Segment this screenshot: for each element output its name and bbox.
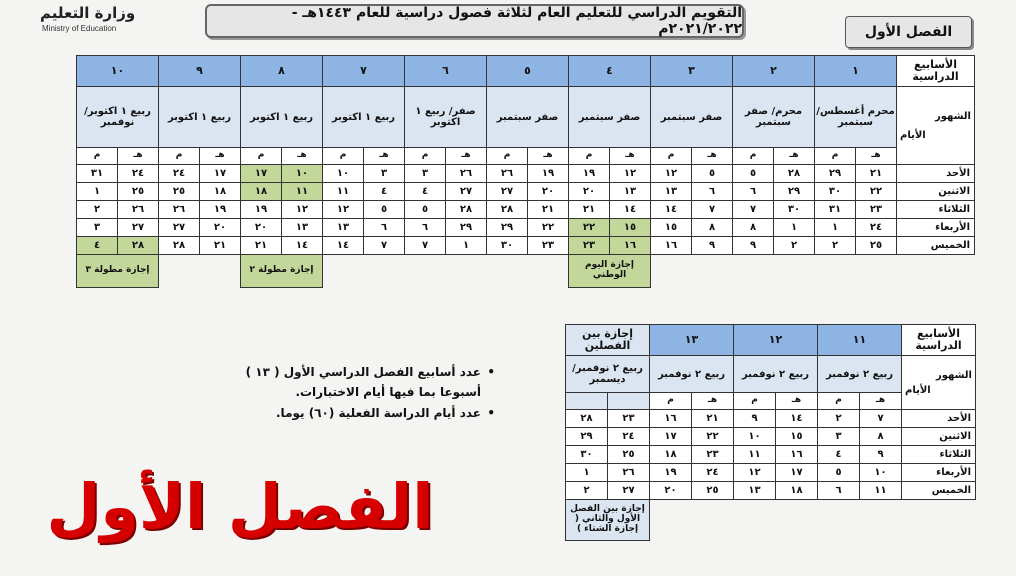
- week-number: ٦: [405, 56, 487, 87]
- greg-date: ٢٧: [487, 183, 528, 201]
- months-days-header: [902, 356, 976, 410]
- greg-date: ١٩: [569, 165, 610, 183]
- hijri-date: ١٠: [282, 165, 323, 183]
- greg-date: ٣٠: [815, 183, 856, 201]
- greg-header: م: [77, 148, 118, 165]
- greg-date: ٢٢: [569, 219, 610, 237]
- days-label: الأيام: [905, 384, 931, 396]
- hijri-header: هـ: [692, 148, 733, 165]
- hijri-header: هـ: [856, 148, 897, 165]
- greg-header: م: [733, 148, 774, 165]
- greg-date: ٣٠: [487, 237, 528, 255]
- day-name: الأحد: [897, 165, 975, 183]
- hijri-date: ٧: [364, 237, 405, 255]
- week-number: ٧: [323, 56, 405, 87]
- greg-header: م: [650, 393, 692, 410]
- hijri-date: ١١: [282, 183, 323, 201]
- greg-date: ٢٠: [650, 482, 692, 500]
- greg-date: ٣: [818, 428, 860, 446]
- greg-date: ٣١: [815, 201, 856, 219]
- hijri-date: ١٤: [282, 237, 323, 255]
- greg-date: ٢: [818, 410, 860, 428]
- hijri-date: ٧: [692, 201, 733, 219]
- holiday-long-weekend-2: إجازة مطولة ٢: [241, 255, 323, 288]
- greg-date: ٤: [77, 237, 118, 255]
- hijri-header: هـ: [860, 393, 902, 410]
- hijri-date: ٢٦: [608, 464, 650, 482]
- spacer: [815, 255, 897, 288]
- hijri-date: ١٤: [610, 201, 651, 219]
- greg-date: ٢: [815, 237, 856, 255]
- hijri-header: هـ: [610, 148, 651, 165]
- greg-date: ١٣: [651, 183, 692, 201]
- greg-date: ٢٩: [487, 219, 528, 237]
- hijri-date: ١: [774, 219, 815, 237]
- hijri-date: ٢٣: [692, 446, 734, 464]
- greg-date: ٢٨: [487, 201, 528, 219]
- hijri-date: ٢٧: [608, 482, 650, 500]
- hijri-date: ٢١: [692, 410, 734, 428]
- greg-header: م: [734, 393, 776, 410]
- greg-date: ٩: [734, 410, 776, 428]
- month-label: ربيع ١ اكتوبر: [159, 87, 241, 148]
- greg-header: م: [487, 148, 528, 165]
- greg-date: ٢٣: [569, 237, 610, 255]
- spacer: [487, 255, 569, 288]
- greg-date: ١٣: [734, 482, 776, 500]
- greg-date: ٣٠: [566, 446, 608, 464]
- greg-date: ١: [77, 183, 118, 201]
- greg-date: ٢٨: [566, 410, 608, 428]
- hijri-header: هـ: [692, 393, 734, 410]
- hijri-header: هـ: [776, 393, 818, 410]
- month-label: صفر سبتمبر: [487, 87, 569, 148]
- hijri-header: هـ: [364, 148, 405, 165]
- hijri-date: ٢١: [528, 201, 569, 219]
- week-number: ١٣: [650, 325, 734, 356]
- hijri-header: هـ: [200, 148, 241, 165]
- hijri-header: هـ: [528, 148, 569, 165]
- spacer: [733, 255, 815, 288]
- greg-date: ١٧: [650, 428, 692, 446]
- greg-date: ١٨: [650, 446, 692, 464]
- hijri-date: ١٨: [200, 183, 241, 201]
- hijri-date: ٢٤: [856, 219, 897, 237]
- month-label: ربيع ١ اكتوبر/ نوفمبر: [77, 87, 159, 148]
- hijri-date: ٩: [692, 237, 733, 255]
- greg-date: ١٩: [241, 201, 282, 219]
- week-number: ٢: [733, 56, 815, 87]
- greg-header: م: [815, 148, 856, 165]
- greg-date: ٢٦: [487, 165, 528, 183]
- hijri-date: ١٨: [776, 482, 818, 500]
- hijri-date: ١: [446, 237, 487, 255]
- greg-date: ٢٩: [566, 428, 608, 446]
- hijri-date: ٣٠: [774, 201, 815, 219]
- day-name: الأربعاء: [897, 219, 975, 237]
- hijri-date: ١٩: [528, 165, 569, 183]
- greg-date: ١٨: [241, 183, 282, 201]
- hijri-date: ٥: [692, 165, 733, 183]
- greg-date: ١٤: [323, 237, 364, 255]
- greg-date: ٣: [405, 165, 446, 183]
- spacer: [566, 393, 608, 410]
- hijri-date: ٢٥: [692, 482, 734, 500]
- week-number: ٨: [241, 56, 323, 87]
- month-label: ربيع ٢ نوفمبر: [734, 356, 818, 393]
- weeks-label: الأسابيع الدراسية: [897, 56, 975, 87]
- greg-date: ١١: [734, 446, 776, 464]
- hijri-date: ١٩: [200, 201, 241, 219]
- hijri-date: ٢٤: [608, 428, 650, 446]
- hijri-header: هـ: [118, 148, 159, 165]
- greg-date: ٥: [405, 201, 446, 219]
- greg-date: ٣١: [77, 165, 118, 183]
- greg-header: م: [405, 148, 446, 165]
- hijri-date: ٢٣: [856, 201, 897, 219]
- hijri-header: هـ: [774, 148, 815, 165]
- spacer: [897, 255, 975, 288]
- hijri-date: ١٢: [282, 201, 323, 219]
- month-label: ربيع ٢ نوفمبر: [818, 356, 902, 393]
- greg-header: م: [159, 148, 200, 165]
- greg-header: م: [569, 148, 610, 165]
- greg-date: ١٤: [651, 201, 692, 219]
- greg-date: ٣: [77, 219, 118, 237]
- greg-date: ٩: [733, 237, 774, 255]
- month-label: صفر/ ربيع ١ اكتوبر: [405, 87, 487, 148]
- greg-date: ٢٥: [159, 183, 200, 201]
- hijri-header: هـ: [446, 148, 487, 165]
- greg-date: ٢٨: [159, 237, 200, 255]
- greg-date: ١٥: [651, 219, 692, 237]
- hijri-date: ١٣: [282, 219, 323, 237]
- greg-date: ٥: [818, 464, 860, 482]
- spacer: [159, 255, 241, 288]
- greg-date: ١٣: [323, 219, 364, 237]
- week-number: ٥: [487, 56, 569, 87]
- weeks-label: الأسابيع الدراسية: [902, 325, 976, 356]
- greg-date: ٦: [818, 482, 860, 500]
- hijri-date: ٣: [364, 165, 405, 183]
- greg-date: ١: [566, 464, 608, 482]
- spacer: [323, 255, 405, 288]
- hijri-date: ٨: [692, 219, 733, 237]
- greg-date: ٢٦: [159, 201, 200, 219]
- hijri-date: ٧: [860, 410, 902, 428]
- greg-date: ٢: [566, 482, 608, 500]
- month-label: محرم أغسطس/ سبتمبر: [815, 87, 897, 148]
- hijri-date: ٢٥: [608, 446, 650, 464]
- day-name: الاثنين: [897, 183, 975, 201]
- hijri-date: ١٦: [776, 446, 818, 464]
- greg-header: م: [651, 148, 692, 165]
- greg-date: ٦: [733, 183, 774, 201]
- months-days-header: [897, 87, 975, 165]
- hijri-date: ٥: [364, 201, 405, 219]
- hijri-date: ١١: [860, 482, 902, 500]
- greg-date: ٧: [733, 201, 774, 219]
- greg-date: ٢٤: [159, 165, 200, 183]
- greg-date: ٦: [405, 219, 446, 237]
- calendar-table-weeks-1-10: [76, 55, 975, 288]
- page-title: التقويم الدراسي للتعليم العام لثلاثة فصول دراسية للعام ١٤٤٣هـ - ٢٠٢١/٢٠٢٢م: [205, 4, 744, 38]
- holiday-national-day: إجازة اليوم الوطني: [569, 255, 651, 288]
- hijri-date: ١٧: [776, 464, 818, 482]
- ministry-logo: [40, 4, 150, 38]
- day-name: الأربعاء: [902, 464, 976, 482]
- month-label: ربيع ١ اكتوبر: [323, 87, 405, 148]
- hijri-date: ٢٨: [118, 237, 159, 255]
- note-weeks-count: • عدد أسابيع الفصل الدراسي الأول ( ١٣ ) أسبوعا بما فيها أيام الاختبارات.: [235, 362, 495, 403]
- greg-date: ١٢: [734, 464, 776, 482]
- greg-date: ٤: [405, 183, 446, 201]
- greg-date: ٢١: [569, 201, 610, 219]
- hijri-date: ٦: [364, 219, 405, 237]
- greg-header: م: [241, 148, 282, 165]
- hijri-date: ١٥: [610, 219, 651, 237]
- hijri-date: ٢٧: [446, 183, 487, 201]
- hijri-date: ٢٢: [856, 183, 897, 201]
- hijri-header: هـ: [282, 148, 323, 165]
- hijri-date: ٢٥: [856, 237, 897, 255]
- greg-date: ١٢: [323, 201, 364, 219]
- months-label: الشهور: [935, 110, 971, 122]
- hijri-date: ١٦: [610, 237, 651, 255]
- hijri-date: ١٣: [610, 183, 651, 201]
- hijri-date: ٢٧: [118, 219, 159, 237]
- hijri-date: ٢٦: [118, 201, 159, 219]
- week-number: ٤: [569, 56, 651, 87]
- greg-date: ٤: [818, 446, 860, 464]
- hijri-date: ١٠: [860, 464, 902, 482]
- hijri-date: ٢: [774, 237, 815, 255]
- hijri-date: ٢١: [856, 165, 897, 183]
- hijri-date: ٢٠: [528, 183, 569, 201]
- hijri-date: ٢٨: [446, 201, 487, 219]
- month-label: صفر سبتمبر: [651, 87, 733, 148]
- greg-date: ٨: [733, 219, 774, 237]
- week-number: ١١: [818, 325, 902, 356]
- hijri-date: ٢١: [200, 237, 241, 255]
- greg-date: ٢٧: [159, 219, 200, 237]
- week-number: ١٠: [77, 56, 159, 87]
- month-label: صفر سبتمبر: [569, 87, 651, 148]
- greg-header: م: [323, 148, 364, 165]
- hijri-date: ٢٢: [528, 219, 569, 237]
- greg-date: ١٠: [734, 428, 776, 446]
- semester-tag: الفصل الأول: [845, 16, 972, 48]
- greg-date: ٢٠: [241, 219, 282, 237]
- hijri-date: ٢٢: [692, 428, 734, 446]
- hijri-date: ٦: [692, 183, 733, 201]
- spacer: [608, 393, 650, 410]
- between-semesters-label: إجازة بين الفصلين: [566, 325, 650, 356]
- month-label: ربيع ٢ نوفمبر/ ديسمبر: [566, 356, 650, 393]
- hijri-date: ٢٠: [200, 219, 241, 237]
- spacer: [650, 500, 902, 541]
- hijri-date: ٤: [364, 183, 405, 201]
- days-label: الأيام: [900, 129, 926, 141]
- greg-date: ١٢: [651, 165, 692, 183]
- holiday-long-weekend-3: إجازة مطولة ٣: [77, 255, 159, 288]
- calendar-table-weeks-11-13: [565, 324, 976, 541]
- months-label: الشهور: [936, 369, 972, 381]
- month-label: محرم/ صفر سبتمبر: [733, 87, 815, 148]
- greg-date: ١٦: [651, 237, 692, 255]
- month-label: ربيع ١ اكتوبر: [241, 87, 323, 148]
- hijri-date: ٩: [860, 446, 902, 464]
- greg-date: ٢: [77, 201, 118, 219]
- hijri-date: ٢٤: [118, 165, 159, 183]
- greg-date: ١٠: [323, 165, 364, 183]
- greg-date: ١: [815, 219, 856, 237]
- greg-date: ١٩: [650, 464, 692, 482]
- greg-header: م: [818, 393, 860, 410]
- hijri-date: ٢٩: [446, 219, 487, 237]
- greg-date: ٢١: [241, 237, 282, 255]
- note-days-count: • عدد أيام الدراسة الفعلية (٦٠) يوما.: [235, 403, 495, 423]
- day-name: الاثنين: [902, 428, 976, 446]
- hijri-date: ١٢: [610, 165, 651, 183]
- greg-date: ٥: [733, 165, 774, 183]
- hijri-date: ٢٤: [692, 464, 734, 482]
- hijri-date: ٢٣: [528, 237, 569, 255]
- hijri-date: ١٧: [200, 165, 241, 183]
- winter-break-note: إجازة بين الفصل الأول والثاني ( إجازة الشتاء ): [566, 500, 650, 541]
- hijri-date: ٢٩: [774, 183, 815, 201]
- week-number: ٣: [651, 56, 733, 87]
- hijri-date: ٨: [860, 428, 902, 446]
- logo-english: Ministry of Education: [42, 24, 117, 33]
- week-number: ١٢: [734, 325, 818, 356]
- spacer: [651, 255, 733, 288]
- greg-date: ١١: [323, 183, 364, 201]
- logo-arabic: وزارة التعليم: [40, 4, 136, 22]
- greg-date: ١٦: [650, 410, 692, 428]
- greg-date: ١٧: [241, 165, 282, 183]
- spacer: [902, 500, 976, 541]
- greg-date: ٢٩: [815, 165, 856, 183]
- day-name: الثلاثاء: [902, 446, 976, 464]
- hijri-date: ١٥: [776, 428, 818, 446]
- greg-date: ٧: [405, 237, 446, 255]
- spacer: [405, 255, 487, 288]
- week-number: ٩: [159, 56, 241, 87]
- hijri-date: ٢٣: [608, 410, 650, 428]
- hijri-date: ٢٦: [446, 165, 487, 183]
- big-semester-label: الفصل الأول: [46, 470, 434, 543]
- week-number: ١: [815, 56, 897, 87]
- hijri-date: ١٤: [776, 410, 818, 428]
- month-label: ربيع ٢ نوفمبر: [650, 356, 734, 393]
- day-name: الثلاثاء: [897, 201, 975, 219]
- day-name: الأحد: [902, 410, 976, 428]
- hijri-date: ٢٨: [774, 165, 815, 183]
- day-name: الخميس: [902, 482, 976, 500]
- hijri-date: ٢٥: [118, 183, 159, 201]
- day-name: الخميس: [897, 237, 975, 255]
- greg-date: ٢٠: [569, 183, 610, 201]
